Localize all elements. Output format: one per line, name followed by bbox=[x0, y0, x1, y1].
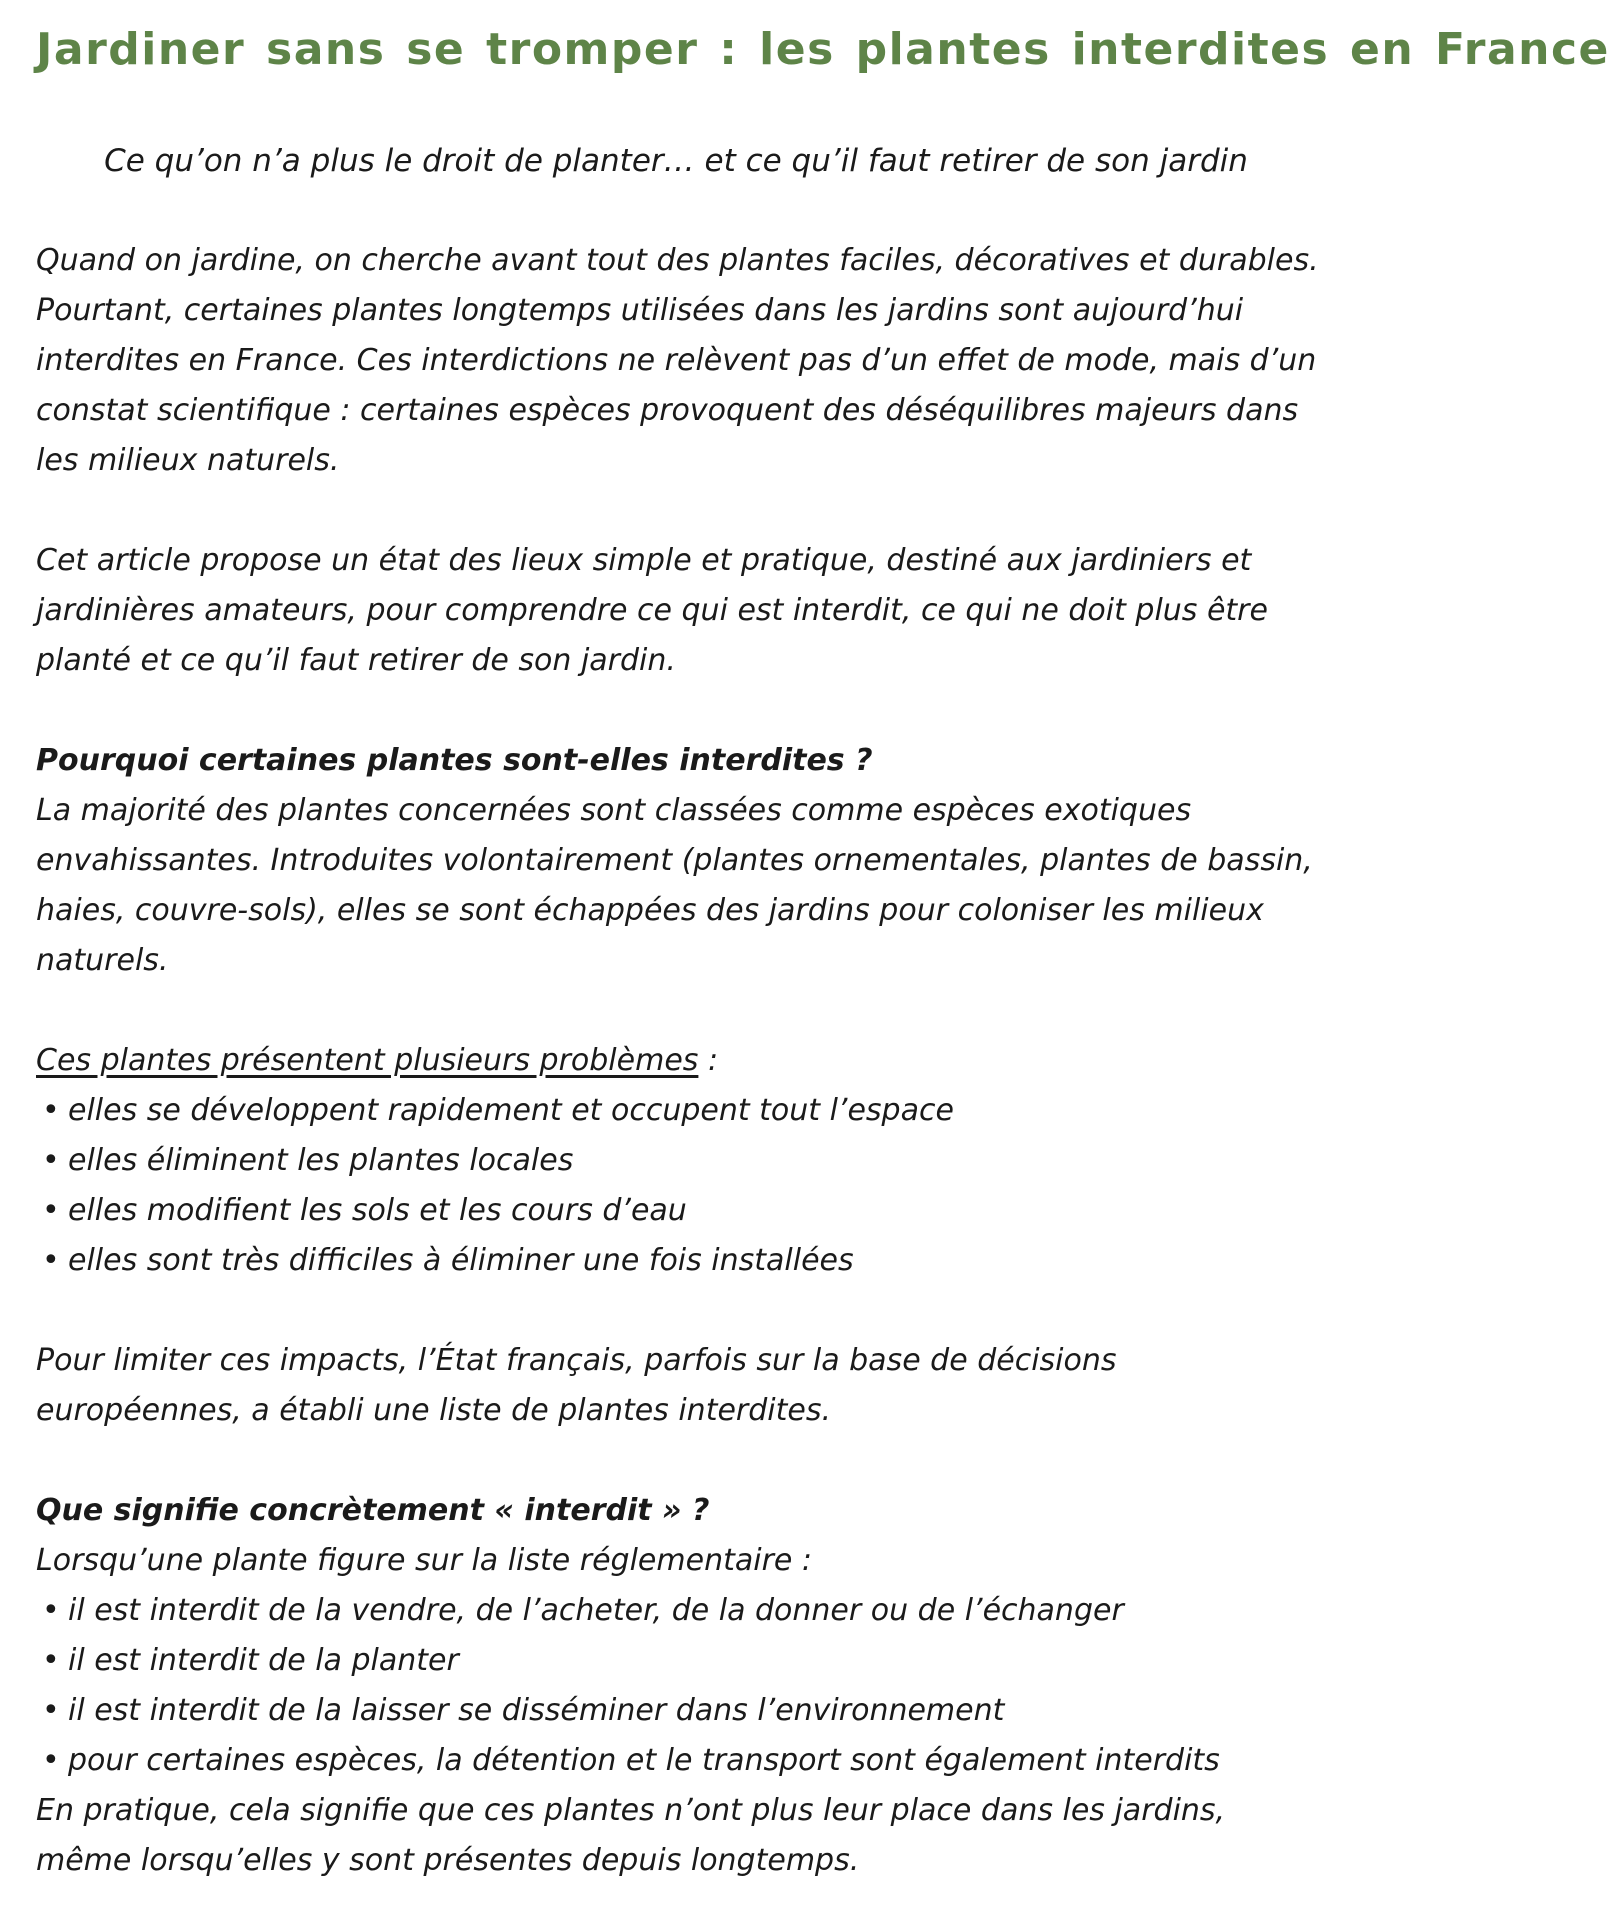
list-item: • il est interdit de la laisser se disséminer dans l’environnement bbox=[36, 1686, 1326, 1736]
rules-list bbox=[36, 1586, 1326, 1786]
intro-paragraph-1: Quand on jardine, on cherche avant tout des plantes faciles, décoratives et durables. Pourtant, certaines plantes longtemps utilisées dans les jardins sont aujourd’hui interdites en France. Ces interdictions ne relèvent pas d’un effet de mode, mais d’un constat scientifique : certaines espèces provoquent des déséquilibres majeurs dans les milieux naturels. bbox=[36, 243, 1319, 478]
problems-suffix: : bbox=[698, 1043, 719, 1078]
section-meaning-lead: Lorsqu’une plante figure sur la liste réglementaire : bbox=[36, 1543, 813, 1578]
article-body bbox=[36, 236, 1326, 1886]
section-why-conclusion: Pour limiter ces impacts, l’État français, parfois sur la base de décisions européennes, a établi une liste de plantes interdites. bbox=[36, 1343, 1117, 1428]
spacer bbox=[36, 486, 1326, 536]
list-item: • pour certaines espèces, la détention et le transport sont également interdits bbox=[36, 1736, 1326, 1786]
section-heading-why: Pourquoi certaines plantes sont-elles interdites ? bbox=[36, 743, 873, 778]
problems-list bbox=[36, 1086, 1326, 1286]
list-item: • elles sont très difficiles à éliminer une fois installées bbox=[36, 1236, 1326, 1286]
page-title: Jardiner sans se tromper : les plantes interdites en France bbox=[36, 24, 1610, 75]
spacer bbox=[36, 986, 1326, 1036]
spacer bbox=[36, 186, 1326, 236]
problems-label: Ces plantes présentent plusieurs problèmes bbox=[36, 1043, 699, 1078]
list-item: • elles éliminent les plantes locales bbox=[36, 1136, 1326, 1186]
spacer bbox=[36, 686, 1326, 736]
section-why-text: La majorité des plantes concernées sont classées comme espèces exotiques envahissantes. Introduites volontairement (plantes ornementales, plantes de bassin, haies, couvre-sols), elles se sont échappées des jardins pour coloniser les milieux naturels. bbox=[36, 793, 1313, 978]
list-item: • il est interdit de la vendre, de l’acheter, de la donner ou de l’échanger bbox=[36, 1586, 1326, 1636]
spacer bbox=[36, 1286, 1326, 1336]
list-item: • elles modifient les sols et les cours d’eau bbox=[36, 1186, 1326, 1236]
section-meaning-conclusion: En pratique, cela signifie que ces plantes n’ont plus leur place dans les jardins, même lorsqu’elles y sont présentes depuis longtemps. bbox=[36, 1793, 1226, 1878]
spacer bbox=[36, 1436, 1326, 1486]
problems-intro bbox=[36, 1036, 1326, 1086]
list-item: • il est interdit de la planter bbox=[36, 1636, 1326, 1686]
subtitle: Ce qu’on n’a plus le droit de planter… et ce qu’il faut retirer de son jardin bbox=[104, 143, 1248, 179]
intro-paragraph-2: Cet article propose un état des lieux simple et pratique, destiné aux jardiniers et jardinières amateurs, pour comprendre ce qui est interdit, ce qui ne doit plus être planté et ce qu’il faut retirer de son jardin. bbox=[36, 543, 1268, 678]
section-heading-meaning: Que signifie concrètement « interdit » ? bbox=[36, 1493, 710, 1528]
list-item: • elles se développent rapidement et occupent tout l’espace bbox=[36, 1086, 1326, 1136]
article bbox=[36, 0, 1610, 1886]
